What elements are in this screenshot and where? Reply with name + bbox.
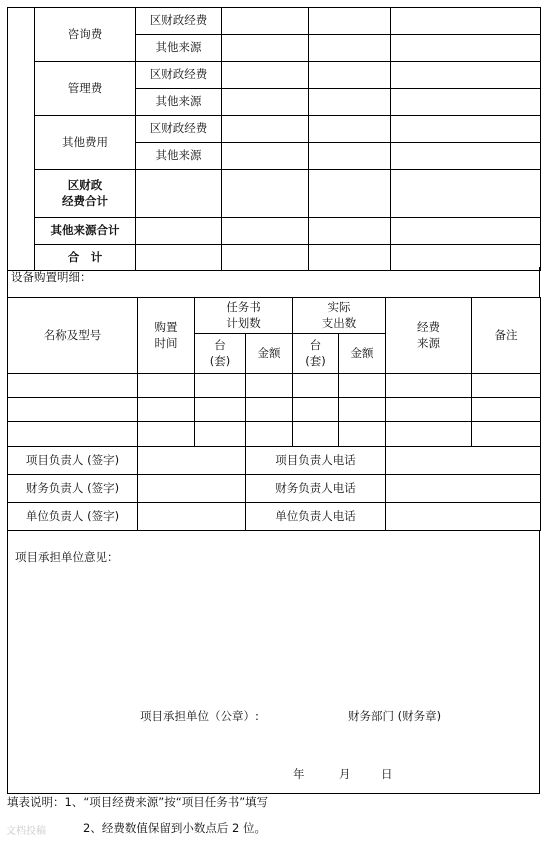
district-total-line1: 区财政: [67, 177, 103, 192]
date-year-label: 年: [293, 767, 305, 781]
equipment-section-label: 设备购置明细：: [11, 270, 92, 284]
equipment-section-header: [7, 267, 540, 297]
header-name-model: 名称及型号: [8, 298, 138, 374]
header-fund-source-line2: 来源: [417, 335, 440, 350]
table-row: [8, 398, 541, 422]
value-cell[interactable]: [246, 422, 293, 447]
header-actual: [293, 298, 386, 334]
header-plan-units: [195, 334, 246, 374]
value-cell[interactable]: [222, 218, 309, 245]
source-district: 区财政经费: [136, 62, 222, 89]
district-total-line2: 经费合计: [62, 193, 108, 208]
district-total-label: [35, 170, 136, 218]
unit-seal-label: 项目承担单位（公章）:: [140, 709, 259, 723]
finance-seal-label: 财务部门 (财务章): [348, 709, 442, 723]
header-units-line2: (套): [305, 353, 326, 368]
value-cell[interactable]: [391, 8, 541, 35]
watermark: 文档投稿: [6, 826, 46, 837]
finance-lead-signature-label: 财务负责人 (签字): [8, 475, 138, 503]
value-cell[interactable]: [472, 422, 541, 447]
source-district: 区财政经费: [136, 8, 222, 35]
other-total-label: 其他来源合计: [35, 218, 136, 245]
value-cell[interactable]: [8, 398, 138, 422]
header-fund-source: [386, 298, 472, 374]
value-cell[interactable]: [386, 422, 472, 447]
header-remarks: 备注: [472, 298, 541, 374]
value-cell[interactable]: [8, 374, 138, 398]
value-cell[interactable]: [309, 170, 391, 218]
header-task-plan-line2: 计划数: [226, 315, 261, 330]
value-cell[interactable]: [309, 89, 391, 116]
opinion-section[interactable]: [7, 530, 540, 794]
value-cell[interactable]: [309, 143, 391, 170]
source-district: 区财政经费: [136, 116, 222, 143]
value-cell[interactable]: [195, 398, 246, 422]
value-cell[interactable]: [391, 89, 541, 116]
value-cell[interactable]: [222, 116, 309, 143]
header-actual-amount: 金额: [339, 334, 386, 374]
budget-table: [7, 7, 541, 271]
notes-line-1: 填表说明：1、“项目经费来源”按“项目任务书”填写: [7, 795, 269, 809]
opinion-label: 项目承担单位意见：: [15, 550, 119, 564]
project-lead-phone-label: 项目负责人电话: [246, 447, 386, 475]
equipment-table: [7, 297, 541, 447]
source-other: 其他来源: [136, 35, 222, 62]
category-other-expenses: 其他费用: [35, 116, 136, 170]
source-other: 其他来源: [136, 143, 222, 170]
value-cell[interactable]: [391, 143, 541, 170]
value-cell[interactable]: [309, 116, 391, 143]
category-consulting: 咨询费: [35, 8, 136, 62]
value-cell[interactable]: [391, 62, 541, 89]
finance-lead-phone-label: 财务负责人电话: [246, 475, 386, 503]
category-management: 管理费: [35, 62, 136, 116]
signature-table: [7, 446, 541, 531]
value-cell[interactable]: [472, 398, 541, 422]
value-cell[interactable]: [309, 62, 391, 89]
project-lead-phone-field[interactable]: [386, 447, 541, 475]
finance-lead-signature-field[interactable]: [138, 475, 246, 503]
value-cell[interactable]: [386, 398, 472, 422]
date-day-label: 日: [381, 767, 393, 781]
value-cell[interactable]: [339, 422, 386, 447]
header-plan-amount: 金额: [246, 334, 293, 374]
unit-lead-signature-label: 单位负责人 (签字): [8, 503, 138, 531]
date-month-label: 月: [339, 767, 351, 781]
value-cell[interactable]: [386, 374, 472, 398]
header-units-line1: 台: [214, 337, 226, 352]
header-actual-line2: 支出数: [321, 315, 357, 330]
notes-line-2: 2、经费数值保留到小数点后 2 位。: [83, 821, 266, 835]
unit-lead-signature-field[interactable]: [138, 503, 246, 531]
header-units-line1: 台: [309, 337, 322, 352]
value-cell[interactable]: [309, 8, 391, 35]
value-cell[interactable]: [391, 218, 541, 245]
value-cell[interactable]: [246, 398, 293, 422]
table-row: [8, 374, 541, 398]
grand-total-label: 合 计: [35, 245, 136, 271]
project-lead-signature-field[interactable]: [138, 447, 246, 475]
left-margin-cell: [8, 8, 35, 271]
finance-lead-phone-field[interactable]: [386, 475, 541, 503]
header-task-plan-line1: 任务书: [226, 299, 261, 314]
unit-lead-phone-label: 单位负责人电话: [246, 503, 386, 531]
value-cell[interactable]: [391, 116, 541, 143]
unit-lead-phone-field[interactable]: [386, 503, 541, 531]
header-units-line2: (套): [209, 353, 231, 368]
value-cell[interactable]: [136, 218, 222, 245]
value-cell[interactable]: [222, 89, 309, 116]
header-purchase-time-line1: 购置: [154, 319, 178, 334]
value-cell[interactable]: [293, 374, 339, 398]
header-purchase-time: [138, 298, 195, 374]
value-cell[interactable]: [339, 398, 386, 422]
value-cell[interactable]: [138, 422, 195, 447]
value-cell[interactable]: [222, 170, 309, 218]
project-lead-signature-label: 项目负责人 (签字): [8, 447, 138, 475]
value-cell[interactable]: [8, 422, 138, 447]
value-cell[interactable]: [309, 35, 391, 62]
value-cell[interactable]: [195, 422, 246, 447]
value-cell[interactable]: [138, 398, 195, 422]
header-actual-line1: 实际: [327, 299, 351, 314]
value-cell[interactable]: [136, 170, 222, 218]
value-cell[interactable]: [391, 170, 541, 218]
value-cell[interactable]: [293, 422, 339, 447]
value-cell[interactable]: [309, 218, 391, 245]
header-fund-source-line1: 经费: [417, 319, 440, 334]
value-cell[interactable]: [222, 8, 309, 35]
value-cell[interactable]: [391, 35, 541, 62]
value-cell[interactable]: [222, 143, 309, 170]
header-actual-units: [293, 334, 339, 374]
table-row: [8, 422, 541, 447]
value-cell[interactable]: [339, 374, 386, 398]
source-other: 其他来源: [136, 89, 222, 116]
header-task-plan: [195, 298, 293, 334]
value-cell[interactable]: [138, 374, 195, 398]
value-cell[interactable]: [195, 374, 246, 398]
value-cell[interactable]: [472, 374, 541, 398]
value-cell[interactable]: [222, 62, 309, 89]
header-purchase-time-line2: 时间: [154, 335, 178, 350]
value-cell[interactable]: [246, 374, 293, 398]
value-cell[interactable]: [222, 35, 309, 62]
value-cell[interactable]: [293, 398, 339, 422]
